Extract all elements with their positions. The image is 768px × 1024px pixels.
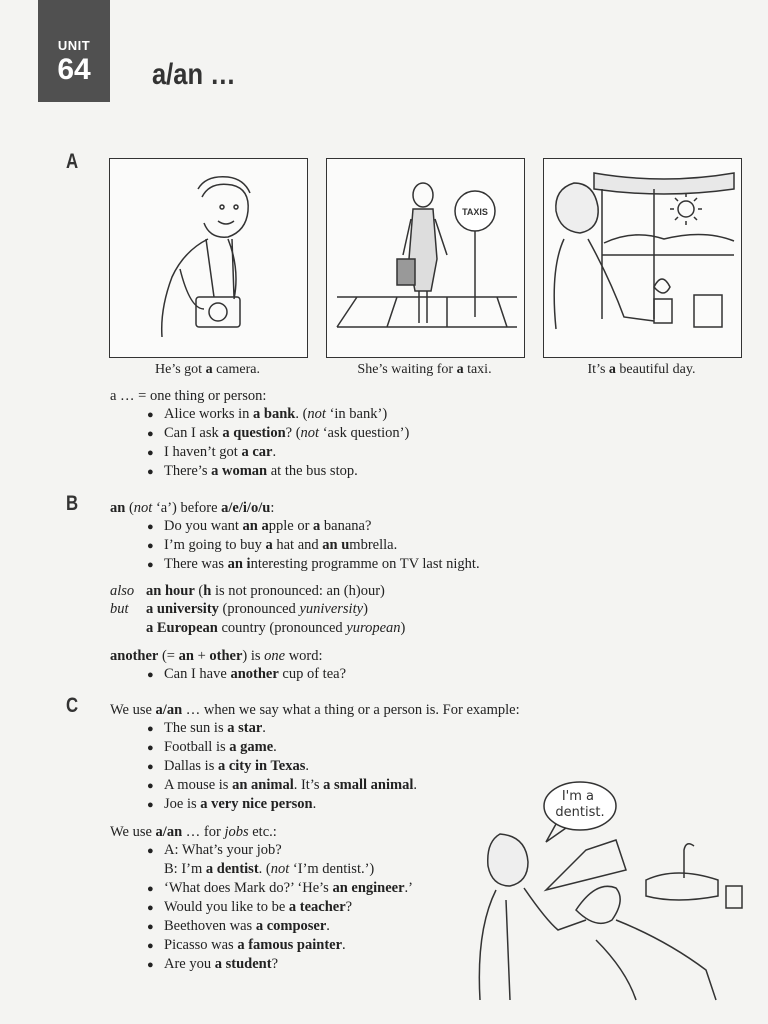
- list-item: Dallas is a city in Texas.: [164, 758, 310, 774]
- bullet-icon: ●: [147, 466, 154, 478]
- but-line: but a university (pronounced yuniversity): [110, 601, 368, 617]
- list-item: A mouse is an animal. It’s a small animal.: [164, 777, 417, 793]
- bullet-icon: ●: [147, 409, 154, 421]
- caption-taxi: She’s waiting for a taxi.: [357, 362, 492, 377]
- taxi-illustration: [326, 158, 525, 358]
- bullet-icon: ●: [147, 959, 154, 971]
- also-line: also an hour (h is not pronounced: an (h)our): [110, 583, 385, 599]
- bullet-icon: ●: [147, 742, 154, 754]
- bullet-icon: ●: [147, 521, 154, 533]
- section-b-letter: B: [66, 492, 79, 515]
- bullet-icon: ●: [147, 799, 154, 811]
- list-item: Beethoven was a composer.: [164, 918, 330, 934]
- caption-day: It’s a beautiful day.: [587, 362, 696, 377]
- bullet-icon: ●: [147, 761, 154, 773]
- bullet-icon: ●: [147, 428, 154, 440]
- speech-bubble-text: I'm a dentist.: [555, 789, 605, 820]
- caption-camera: He’s got a camera.: [155, 362, 260, 377]
- section-c-letter: C: [66, 694, 79, 717]
- bullet-icon: ●: [147, 883, 154, 895]
- beautiful-day-illustration: [543, 158, 742, 358]
- list-item: I’m going to buy a hat and an umbrella.: [164, 537, 398, 553]
- page-title: a/an …: [152, 58, 236, 91]
- list-item: I haven’t got a car.: [164, 444, 277, 460]
- european-line: a European country (pronounced yuropean): [146, 620, 406, 636]
- list-item: There’s a woman at the bus stop.: [164, 463, 358, 479]
- list-item: The sun is a star.: [164, 720, 266, 736]
- list-item: Are you a student?: [164, 956, 278, 972]
- bullet-icon: ●: [147, 940, 154, 952]
- list-item: Football is a game.: [164, 739, 277, 755]
- bullet-icon: ●: [147, 447, 154, 459]
- list-item: Would you like to be a teacher?: [164, 899, 353, 915]
- another-line: another (= an + other) is one word:: [110, 648, 323, 664]
- unit-badge: [38, 0, 110, 102]
- list-item: Joe is a very nice person.: [164, 796, 317, 812]
- unit-number: 64: [57, 53, 91, 86]
- list-item: Can I ask a question? (not ‘ask question’): [164, 425, 410, 441]
- dentist-illustration: [466, 770, 756, 1010]
- bullet-icon: ●: [147, 669, 154, 681]
- bullet-icon: ●: [147, 921, 154, 933]
- bullet-icon: ●: [147, 540, 154, 552]
- bullet-icon: ●: [147, 780, 154, 792]
- bullet-icon: ●: [147, 845, 154, 857]
- list-item: Can I have another cup of tea?: [164, 666, 347, 682]
- bullet-icon: ●: [147, 723, 154, 735]
- list-item: There was an interesting programme on TV last night.: [164, 556, 480, 572]
- list-item: A: What’s your job?: [164, 842, 282, 858]
- section-b-intro: an (not ‘a’) before a/e/i/o/u:: [110, 500, 275, 516]
- jobs-intro: We use a/an … for jobs etc.:: [110, 824, 277, 840]
- list-item: ‘What does Mark do?’ ‘He’s an engineer.’: [164, 880, 413, 896]
- bullet-icon: ●: [147, 902, 154, 914]
- unit-label: UNIT: [57, 38, 91, 53]
- section-a-letter: A: [66, 150, 79, 173]
- camera-illustration: [109, 158, 308, 358]
- list-item: Do you want an apple or a banana?: [164, 518, 372, 534]
- taxi-sign-text: TAXIS: [462, 207, 488, 217]
- list-item: Picasso was a famous painter.: [164, 937, 346, 953]
- list-item: B: I’m a dentist. (not ‘I’m dentist.’): [164, 861, 375, 877]
- list-item: Alice works in a bank. (not ‘in bank’): [164, 406, 388, 422]
- section-c-intro: We use a/an … when we say what a thing or a person is. For example:: [110, 702, 520, 718]
- bullet-icon: ●: [147, 559, 154, 571]
- section-a-intro: a … = one thing or person:: [110, 388, 267, 404]
